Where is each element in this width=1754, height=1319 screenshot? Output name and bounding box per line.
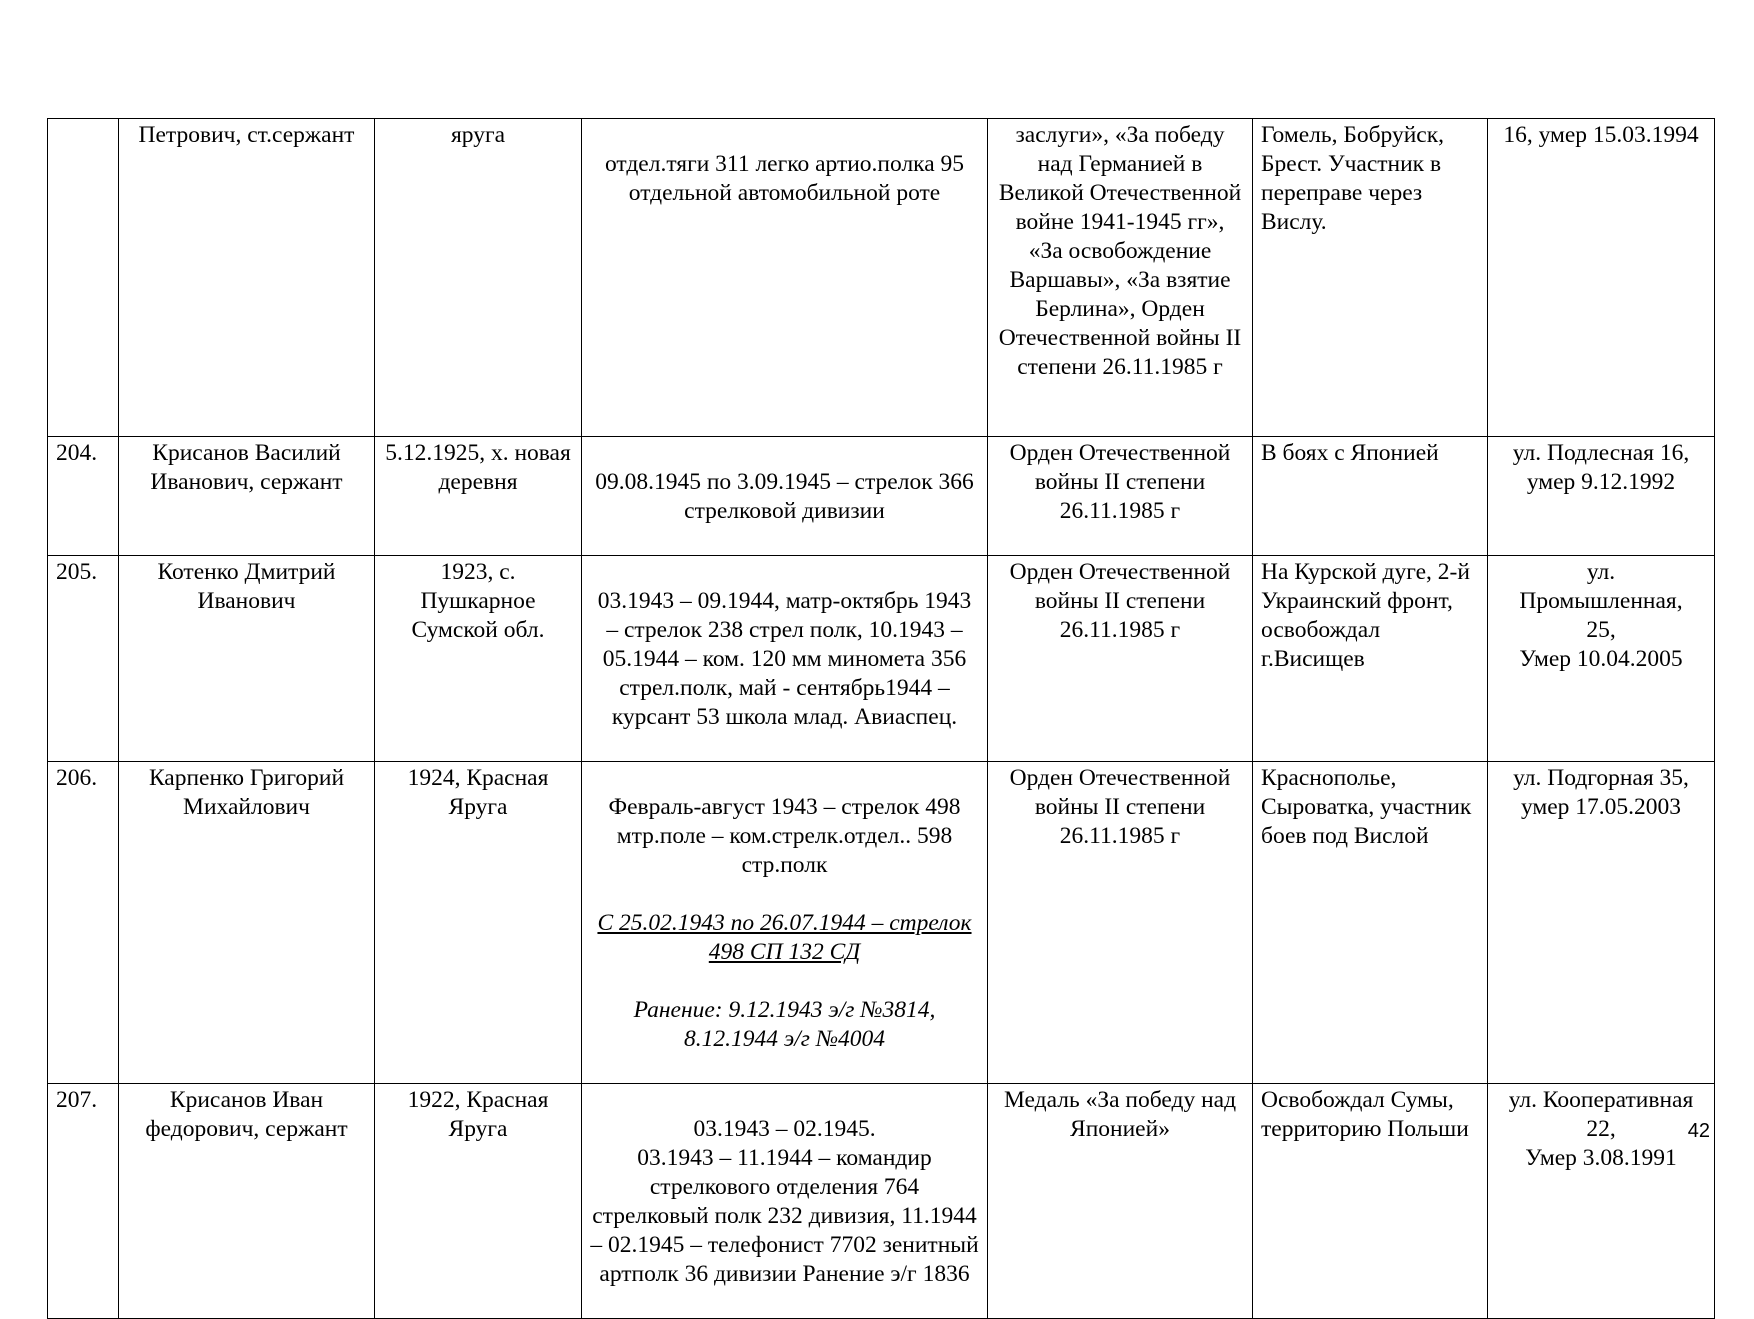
awards-cell: Орден Отечественной войны II степени 26.11.1985 г	[988, 556, 1253, 762]
places-cell: В боях с Японией	[1253, 437, 1488, 556]
service-text: Февраль-август 1943 – стрелок 498 мтр.поле – ком.стрелк.отдел.. 598 стр.полк	[608, 794, 961, 878]
name-cell: Карпенко Григорий Михайлович	[119, 762, 375, 1084]
places-cell: Гомель, Бобруйск, Брест. Участник в переправе через Вислу.	[1253, 119, 1488, 437]
awards-cell: заслуги», «За победу над Германией в Великой Отечественной войне 1941-1945 гг», «За освобождение Варшавы», «За взятие Берлина», Орден Отечественной войны II степени 26.11.1985 г	[988, 119, 1253, 437]
name-cell: Петрович, ст.сержант	[119, 119, 375, 437]
records-table	[47, 118, 1715, 1319]
birth-cell: 1923, с. Пушкарное Сумской обл.	[375, 556, 582, 762]
address-cell: ул. Кооперативная 22, Умер 3.08.1991	[1488, 1084, 1715, 1319]
awards-cell: Медаль «За победу над Японией»	[988, 1084, 1253, 1319]
service-text: 03.1943 – 09.1944, матр-октябрь 1943 – стрелок 238 стрел полк, 10.1943 – 05.1944 – ком. 120 мм миномета 356 стрел.полк, май - сентябрь1944 – курсант 53 школа млад. Авиаспец.	[597, 588, 972, 730]
awards-cell: Орден Отечественной войны II степени 26.11.1985 г	[988, 437, 1253, 556]
service-underlined-text: С 25.02.1943 по 26.07.1944 – стрелок 498 СП 132 СД	[597, 910, 972, 965]
service-text: отдел.тяги 311 легко артио.полка 95 отдельной автомобильной роте	[604, 151, 965, 206]
name-cell: Крисанов Василий Иванович, сержант	[119, 437, 375, 556]
address-cell: 16, умер 15.03.1994	[1488, 119, 1715, 437]
service-cell	[582, 119, 988, 437]
service-cell	[582, 1084, 988, 1319]
name-cell: Крисанов Иван федорович, сержант	[119, 1084, 375, 1319]
birth-cell: 1924, Красная Яруга	[375, 762, 582, 1084]
address-cell: ул. Подлесная 16, умер 9.12.1992	[1488, 437, 1715, 556]
table-row	[48, 119, 1715, 437]
address-cell: ул. Промышленная, 25, Умер 10.04.2005	[1488, 556, 1715, 762]
birth-cell: яруга	[375, 119, 582, 437]
birth-cell: 5.12.1925, х. новая деревня	[375, 437, 582, 556]
service-cell	[582, 556, 988, 762]
address-cell: ул. Подгорная 35, умер 17.05.2003	[1488, 762, 1715, 1084]
row-number-cell	[48, 119, 119, 437]
row-number-cell: 204.	[48, 437, 119, 556]
row-number-cell: 207.	[48, 1084, 119, 1319]
places-cell: На Курской дуге, 2-й Украинский фронт, освобождал г.Висищев	[1253, 556, 1488, 762]
table-row	[48, 762, 1715, 1084]
row-number-cell: 205.	[48, 556, 119, 762]
table-row	[48, 437, 1715, 556]
birth-cell: 1922, Красная Яруга	[375, 1084, 582, 1319]
places-cell: Освобождал Сумы, территорию Польши	[1253, 1084, 1488, 1319]
places-cell: Краснополье, Сыроватка, участник боев под Вислой	[1253, 762, 1488, 1084]
wound-text: Ранение: 9.12.1943 э/г №3814, 8.12.1944 э/г №4004	[633, 997, 936, 1052]
service-cell	[582, 762, 988, 1084]
table-row	[48, 556, 1715, 762]
name-cell: Котенко Дмитрий Иванович	[119, 556, 375, 762]
awards-cell: Орден Отечественной войны II степени 26.11.1985 г	[988, 762, 1253, 1084]
page-number: 42	[1687, 1120, 1710, 1142]
service-cell	[582, 437, 988, 556]
service-text: 03.1943 – 02.1945. 03.1943 – 11.1944 – командир стрелкового отделения 764 стрелковый полк 232 дивизия, 11.1944 – 02.1945 – телефонист 7702 зенитный артполк 36 дивизии Ранение э/г 1836	[590, 1116, 979, 1287]
service-text: 09.08.1945 по 3.09.1945 – стрелок 366 стрелковой дивизии	[595, 469, 974, 524]
row-number-cell: 206.	[48, 762, 119, 1084]
table-row	[48, 1084, 1715, 1319]
